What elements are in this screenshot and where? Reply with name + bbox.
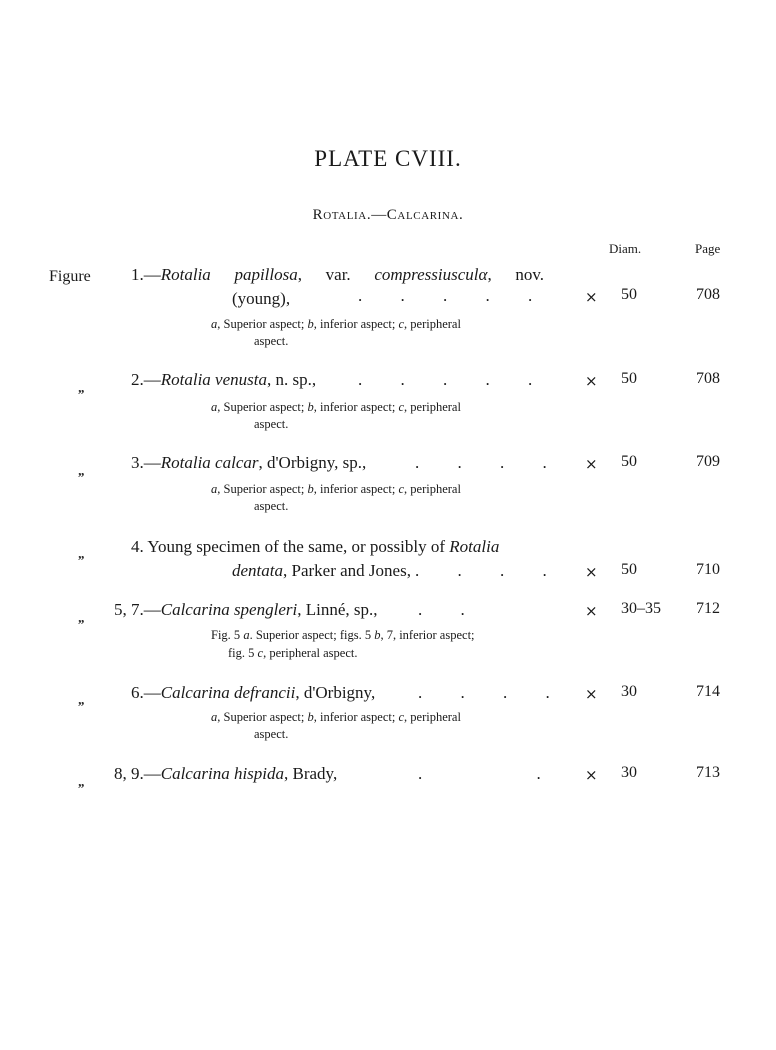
entry-6-description-cont: aspect. (254, 727, 289, 741)
entry-4-line-2: dentata, Parker and Jones, (232, 561, 411, 580)
plate-title: PLATE CVIII. (314, 146, 462, 171)
diam-value: 50 (621, 370, 637, 387)
ditto-mark: „ (78, 546, 85, 561)
leader-dots: . . . . (418, 683, 550, 702)
page-value: 709 (696, 453, 720, 470)
species-name: Rotalia venusta (160, 370, 267, 389)
entry-6-description: a, Superior aspect; b, inferior aspect; c, peripheral (211, 710, 461, 724)
species-name: Calcarina spengleri (160, 600, 298, 619)
ditto-mark: „ (78, 774, 85, 789)
entry-2-description: a, Superior aspect; b, inferior aspect; c, peripheral (211, 400, 461, 414)
leader-dots: . . . . . (358, 286, 533, 305)
ditto-mark: „ (78, 380, 85, 395)
entry-5-description: Fig. 5 a. Superior aspect; figs. 5 b, 7, inferior aspect; (211, 628, 475, 642)
diam-value: 30 (621, 683, 637, 700)
page-value: 708 (696, 370, 720, 387)
page-value: 714 (696, 683, 720, 700)
entry-1-line-1: 1.—Rotalia papillosa, var. compressiusculα, nov. (131, 265, 544, 284)
entry-1-description: a, Superior aspect; b, inferior aspect; c, peripheral (211, 317, 461, 331)
diam-column-header: Diam. (609, 241, 642, 256)
entry-1-description-cont: aspect. (254, 334, 289, 348)
entry-7-line-1: 8, 9.—Calcarina hispida, Brady, (114, 764, 338, 783)
multiply-sign: × (585, 563, 598, 581)
diam-value: 50 (621, 561, 637, 578)
leader-dots: . . . . (415, 453, 547, 472)
entry-3-line-1: 3.—Rotalia calcar, d'Orbigny, sp., (131, 453, 367, 472)
species-name: Rotalia calcar (160, 453, 259, 472)
multiply-sign: × (585, 455, 598, 473)
page-column-header: Page (695, 241, 721, 256)
ditto-mark: „ (78, 692, 85, 707)
page-value: 713 (696, 764, 720, 781)
page-value: 710 (696, 561, 720, 578)
entry-4-line-1: 4. Young specimen of the same, or possibly of Rotalia (131, 537, 500, 556)
page-value: 712 (696, 600, 720, 617)
leader-dots: . . . . . (358, 370, 533, 389)
page-value: 708 (696, 286, 720, 303)
species-name: Calcarina defrancii (160, 683, 296, 702)
species-name: Rotalia (449, 537, 500, 556)
entry-6-line-1: 6.—Calcarina defrancii, d'Orbigny, (131, 683, 376, 702)
diam-value: 50 (621, 286, 637, 303)
diam-value: 50 (621, 453, 637, 470)
diam-value: 30–35 (621, 600, 661, 617)
multiply-sign: × (585, 766, 598, 784)
multiply-sign: × (585, 602, 598, 620)
entry-2-description-cont: aspect. (254, 417, 289, 431)
leader-dots: . . (418, 764, 541, 783)
species-name: Rotalia papillosa (160, 265, 298, 284)
entry-5-description-cont: fig. 5 c, peripheral aspect. (228, 646, 358, 660)
ditto-mark: „ (78, 463, 85, 478)
figure-label: Figure (49, 268, 91, 285)
species-name: Calcarina hispida (160, 764, 285, 783)
entry-3-description-cont: aspect. (254, 499, 289, 513)
diam-value: 30 (621, 764, 637, 781)
leader-dots: . . . . (415, 561, 547, 580)
multiply-sign: × (585, 685, 598, 703)
entry-5-line-1: 5, 7.—Calcarina spengleri, Linné, sp., (114, 600, 378, 619)
plate-subtitle: Rotalia.—Calcarina. (312, 207, 464, 223)
entry-number: 1.— (131, 265, 161, 284)
entry-3-description: a, Superior aspect; b, inferior aspect; c, peripheral (211, 482, 461, 496)
entry-2-line-1: 2.—Rotalia venusta, n. sp., (131, 370, 317, 389)
multiply-sign: × (585, 372, 598, 390)
leader-dots: . . (418, 600, 465, 619)
entry-1-line-2: (young), (232, 289, 291, 308)
ditto-mark: „ (78, 610, 85, 625)
multiply-sign: × (585, 288, 598, 306)
